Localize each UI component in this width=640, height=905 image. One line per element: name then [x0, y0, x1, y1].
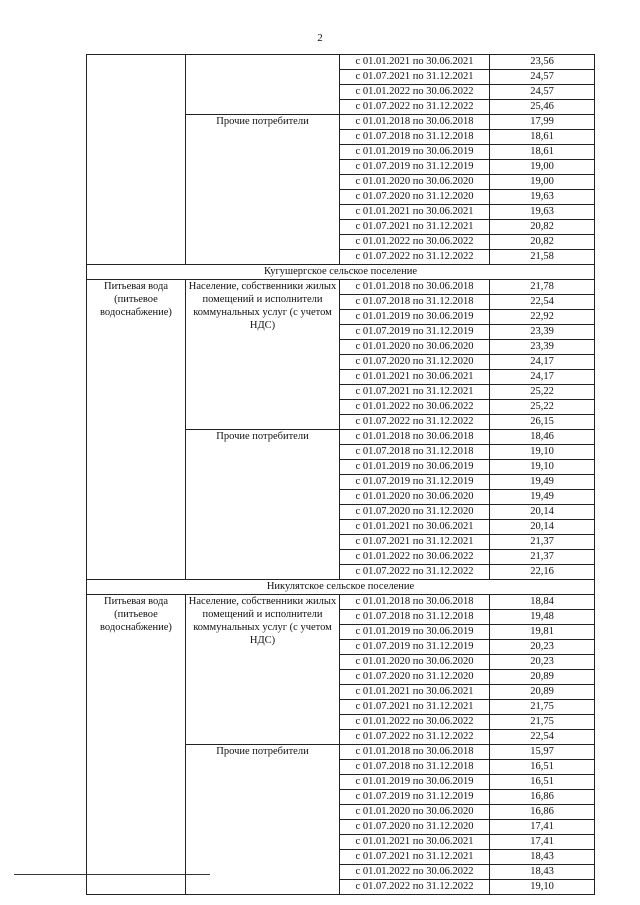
section-header-row [87, 580, 595, 595]
consumer-group-cell [186, 55, 340, 115]
tariff-value-cell: 23,56 [490, 55, 595, 70]
tariff-row [87, 595, 595, 610]
tariff-value-cell: 20,14 [490, 505, 595, 520]
period-cell: с 01.01.2021 по 30.06.2021 [340, 685, 490, 700]
period-cell: с 01.07.2019 по 31.12.2019 [340, 790, 490, 805]
tariff-value-cell: 19,63 [490, 205, 595, 220]
period-cell: с 01.07.2021 по 31.12.2021 [340, 385, 490, 400]
footnote-divider [14, 874, 210, 875]
period-cell: с 01.07.2021 по 31.12.2021 [340, 850, 490, 865]
period-cell: с 01.07.2022 по 31.12.2022 [340, 250, 490, 265]
period-cell: с 01.01.2021 по 30.06.2021 [340, 835, 490, 850]
period-cell: с 01.01.2021 по 30.06.2021 [340, 520, 490, 535]
period-cell: с 01.07.2018 по 31.12.2018 [340, 445, 490, 460]
tariff-value-cell: 19,00 [490, 175, 595, 190]
tariff-value-cell: 22,92 [490, 310, 595, 325]
period-cell: с 01.07.2020 по 31.12.2020 [340, 505, 490, 520]
period-cell: с 01.07.2019 по 31.12.2019 [340, 640, 490, 655]
period-cell: с 01.07.2020 по 31.12.2020 [340, 190, 490, 205]
tariff-table [86, 54, 595, 895]
tariff-value-cell: 20,23 [490, 655, 595, 670]
period-cell: с 01.01.2019 по 30.06.2019 [340, 310, 490, 325]
tariff-value-cell: 18,61 [490, 145, 595, 160]
section-title: Никулятское сельское поселение [87, 580, 595, 595]
tariff-value-cell: 17,41 [490, 835, 595, 850]
period-cell: с 01.07.2020 по 31.12.2020 [340, 820, 490, 835]
period-cell: с 01.07.2021 по 31.12.2021 [340, 700, 490, 715]
tariff-value-cell: 19,10 [490, 880, 595, 895]
period-cell: с 01.01.2021 по 30.06.2021 [340, 370, 490, 385]
period-cell: с 01.01.2022 по 30.06.2022 [340, 85, 490, 100]
tariff-value-cell: 21,75 [490, 715, 595, 730]
tariff-value-cell: 23,39 [490, 340, 595, 355]
period-cell: с 01.01.2018 по 30.06.2018 [340, 595, 490, 610]
period-cell: с 01.07.2020 по 31.12.2020 [340, 355, 490, 370]
period-cell: с 01.01.2019 по 30.06.2019 [340, 625, 490, 640]
tariff-value-cell: 21,37 [490, 535, 595, 550]
period-cell: с 01.01.2019 по 30.06.2019 [340, 145, 490, 160]
tariff-value-cell: 21,78 [490, 280, 595, 295]
period-cell: с 01.07.2021 по 31.12.2021 [340, 70, 490, 85]
tariff-value-cell: 21,58 [490, 250, 595, 265]
tariff-value-cell: 22,54 [490, 295, 595, 310]
period-cell: с 01.01.2020 по 30.06.2020 [340, 175, 490, 190]
tariff-row [87, 280, 595, 295]
tariff-value-cell: 19,00 [490, 160, 595, 175]
tariff-value-cell: 16,51 [490, 775, 595, 790]
tariff-value-cell: 19,10 [490, 460, 595, 475]
period-cell: с 01.01.2021 по 30.06.2021 [340, 55, 490, 70]
tariff-value-cell: 18,84 [490, 595, 595, 610]
tariff-value-cell: 20,89 [490, 685, 595, 700]
tariff-value-cell: 22,54 [490, 730, 595, 745]
period-cell: с 01.01.2020 по 30.06.2020 [340, 490, 490, 505]
tariff-value-cell: 23,39 [490, 325, 595, 340]
period-cell: с 01.07.2022 по 31.12.2022 [340, 415, 490, 430]
period-cell: с 01.07.2018 по 31.12.2018 [340, 130, 490, 145]
period-cell: с 01.07.2018 по 31.12.2018 [340, 610, 490, 625]
consumer-group-cell: Население, собственники жилых помещений и исполнители коммунальных услуг (с учетом НДС) [186, 595, 340, 745]
section-title: Кугушергское сельское поселение [87, 265, 595, 280]
tariff-value-cell: 15,97 [490, 745, 595, 760]
period-cell: с 01.07.2020 по 31.12.2020 [340, 670, 490, 685]
section-header-row [87, 265, 595, 280]
tariff-value-cell: 24,17 [490, 355, 595, 370]
period-cell: с 01.07.2018 по 31.12.2018 [340, 295, 490, 310]
period-cell: с 01.01.2018 по 30.06.2018 [340, 115, 490, 130]
tariff-value-cell: 20,82 [490, 235, 595, 250]
page-number: 2 [317, 32, 323, 44]
tariff-value-cell: 19,48 [490, 610, 595, 625]
tariff-value-cell: 25,22 [490, 400, 595, 415]
consumer-group-cell: Прочие потребители [186, 430, 340, 580]
tariff-value-cell: 19,63 [490, 190, 595, 205]
tariff-value-cell: 19,10 [490, 445, 595, 460]
tariff-value-cell: 20,14 [490, 520, 595, 535]
period-cell: с 01.01.2018 по 30.06.2018 [340, 745, 490, 760]
consumer-group-cell: Прочие потребители [186, 115, 340, 265]
period-cell: с 01.01.2022 по 30.06.2022 [340, 400, 490, 415]
tariff-value-cell: 17,41 [490, 820, 595, 835]
tariff-value-cell: 20,23 [490, 640, 595, 655]
tariff-value-cell: 16,51 [490, 760, 595, 775]
period-cell: с 01.01.2018 по 30.06.2018 [340, 430, 490, 445]
period-cell: с 01.07.2018 по 31.12.2018 [340, 760, 490, 775]
tariff-value-cell: 18,46 [490, 430, 595, 445]
tariff-value-cell: 26,15 [490, 415, 595, 430]
period-cell: с 01.07.2022 по 31.12.2022 [340, 100, 490, 115]
period-cell: с 01.07.2022 по 31.12.2022 [340, 730, 490, 745]
period-cell: с 01.01.2020 по 30.06.2020 [340, 805, 490, 820]
tariff-value-cell: 19,49 [490, 475, 595, 490]
period-cell: с 01.01.2021 по 30.06.2021 [340, 205, 490, 220]
tariff-value-cell: 20,89 [490, 670, 595, 685]
tariff-value-cell: 21,75 [490, 700, 595, 715]
tariff-row [87, 55, 595, 70]
tariff-value-cell: 25,22 [490, 385, 595, 400]
period-cell: с 01.07.2019 по 31.12.2019 [340, 475, 490, 490]
tariff-value-cell: 16,86 [490, 805, 595, 820]
period-cell: с 01.07.2019 по 31.12.2019 [340, 325, 490, 340]
tariff-value-cell: 17,99 [490, 115, 595, 130]
tariff-value-cell: 19,49 [490, 490, 595, 505]
tariff-value-cell: 24,57 [490, 70, 595, 85]
tariff-value-cell: 19,81 [490, 625, 595, 640]
tariff-value-cell: 24,17 [490, 370, 595, 385]
resource-cell: Питьевая вода (питьевое водоснабжение) [87, 595, 186, 895]
period-cell: с 01.01.2019 по 30.06.2019 [340, 775, 490, 790]
resource-cell: Питьевая вода (питьевое водоснабжение) [87, 280, 186, 580]
resource-cell [87, 55, 186, 265]
period-cell: с 01.01.2019 по 30.06.2019 [340, 460, 490, 475]
tariff-value-cell: 16,86 [490, 790, 595, 805]
period-cell: с 01.07.2019 по 31.12.2019 [340, 160, 490, 175]
tariff-value-cell: 20,82 [490, 220, 595, 235]
period-cell: с 01.07.2021 по 31.12.2021 [340, 220, 490, 235]
period-cell: с 01.07.2021 по 31.12.2021 [340, 535, 490, 550]
period-cell: с 01.07.2022 по 31.12.2022 [340, 565, 490, 580]
tariff-value-cell: 21,37 [490, 550, 595, 565]
period-cell: с 01.01.2022 по 30.06.2022 [340, 865, 490, 880]
period-cell: с 01.01.2022 по 30.06.2022 [340, 550, 490, 565]
consumer-group-cell: Прочие потребители [186, 745, 340, 895]
tariff-table-body [87, 55, 595, 895]
tariff-value-cell: 22,16 [490, 565, 595, 580]
period-cell: с 01.07.2022 по 31.12.2022 [340, 880, 490, 895]
consumer-group-cell: Население, собственники жилых помещений и исполнители коммунальных услуг (с учетом НДС) [186, 280, 340, 430]
period-cell: с 01.01.2022 по 30.06.2022 [340, 715, 490, 730]
tariff-value-cell: 25,46 [490, 100, 595, 115]
tariff-value-cell: 18,43 [490, 865, 595, 880]
period-cell: с 01.01.2022 по 30.06.2022 [340, 235, 490, 250]
tariff-value-cell: 24,57 [490, 85, 595, 100]
period-cell: с 01.01.2020 по 30.06.2020 [340, 655, 490, 670]
tariff-value-cell: 18,61 [490, 130, 595, 145]
period-cell: с 01.01.2020 по 30.06.2020 [340, 340, 490, 355]
period-cell: с 01.01.2018 по 30.06.2018 [340, 280, 490, 295]
tariff-value-cell: 18,43 [490, 850, 595, 865]
